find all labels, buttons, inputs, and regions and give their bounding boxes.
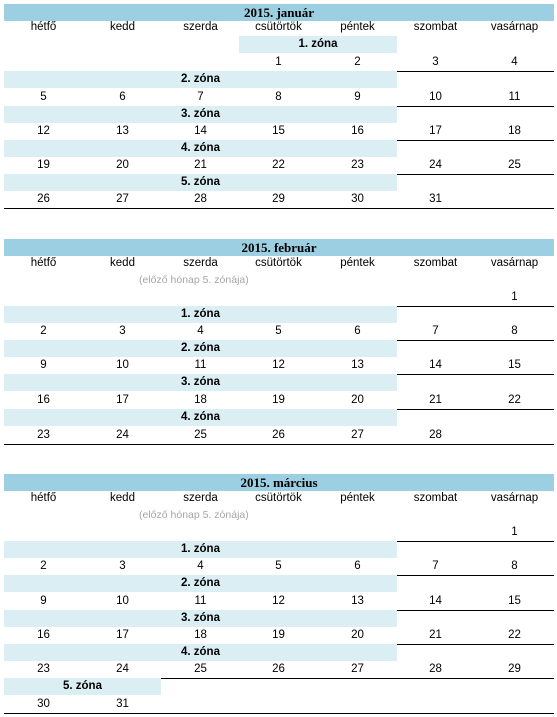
weekday-header: csütörtök [255,492,302,504]
day-cell: 24 [116,429,129,441]
zone-band: 1. zóna [239,36,397,53]
day-cell: 12 [272,359,285,371]
day-cell: 25 [194,429,207,441]
day-cell: 21 [429,394,442,406]
week-rule [397,306,554,307]
day-cell: 17 [116,629,129,641]
weekday-header: szombat [413,257,458,269]
day-cell: 29 [508,663,521,675]
day-cell: 21 [429,629,442,641]
day-cell: 17 [429,125,442,137]
day-cell: 26 [272,663,285,675]
day-cell: 24 [116,663,129,675]
day-cell: 2 [40,325,47,337]
weekday-header: vasárnap [490,21,539,33]
day-cell: 15 [272,125,285,137]
week-rule [161,678,554,679]
weekday-header: csütörtök [255,21,302,33]
zone-band: 5. zóna [4,174,397,191]
day-cell: 9 [40,595,47,607]
day-cell: 19 [37,159,50,171]
week-rule [397,374,554,375]
weekday-header: szerda [183,492,218,504]
day-cell: 1 [275,56,282,68]
day-cell: 10 [116,359,129,371]
weekday-header: szombat [413,21,458,33]
day-cell: 16 [351,125,364,137]
zone-band: 3. zóna [4,106,397,123]
zone-band: 3. zóna [4,374,397,391]
day-cell: 23 [37,429,50,441]
weekday-header: hétfő [30,257,57,269]
day-cell: 6 [119,91,126,103]
day-cell: 30 [351,193,364,205]
zone-band: 1. zóna [4,306,397,323]
day-cell: 15 [508,595,521,607]
day-cell: 5 [40,91,47,103]
day-cell: 6 [354,560,361,572]
day-cell: 14 [194,125,207,137]
day-cell: 10 [116,595,129,607]
day-cell: 18 [194,629,207,641]
previous-month-note: (előző hónap 5. zónája) [139,274,249,286]
day-cell: 11 [194,595,207,607]
day-cell: 31 [116,698,129,710]
week-rule [4,444,554,445]
day-cell: 2 [354,56,361,68]
day-cell: 11 [508,91,521,103]
day-cell: 22 [508,629,521,641]
weekday-header: szerda [183,257,218,269]
week-rule [397,541,554,542]
day-cell: 10 [429,91,442,103]
day-cell: 20 [351,394,364,406]
day-cell: 19 [272,629,285,641]
zone-band: 4. zóna [4,644,397,661]
day-cell: 20 [116,159,129,171]
week-rule [397,174,554,175]
weekday-header: péntek [340,257,375,269]
day-cell: 2 [40,560,47,572]
weekday-header: csütörtök [255,257,302,269]
day-cell: 16 [37,394,50,406]
week-rule [397,610,554,611]
week-rule [397,106,554,107]
week-rule [4,713,554,714]
day-cell: 8 [275,91,282,103]
day-cell: 18 [508,125,521,137]
day-cell: 23 [351,159,364,171]
day-cell: 11 [194,359,207,371]
zone-band: 1. zóna [4,541,397,558]
day-cell: 28 [429,663,442,675]
day-cell: 13 [116,125,129,137]
week-rule [397,340,554,341]
day-cell: 9 [354,91,361,103]
day-cell: 31 [429,193,442,205]
day-cell: 13 [351,595,364,607]
weekday-header: szerda [183,21,218,33]
day-cell: 6 [354,325,361,337]
week-rule [397,409,554,410]
weekday-header: kedd [110,257,135,269]
zone-band: 2. zóna [4,71,397,88]
day-cell: 15 [508,359,521,371]
day-cell: 22 [508,394,521,406]
day-cell: 12 [37,125,50,137]
month-title: 2015. március [4,474,554,491]
week-rule [397,644,554,645]
day-cell: 16 [37,629,50,641]
day-cell: 19 [272,394,285,406]
day-cell: 1 [511,291,518,303]
day-cell: 28 [429,429,442,441]
day-cell: 13 [351,359,364,371]
weekday-header: hétfő [30,21,57,33]
day-cell: 5 [275,560,282,572]
day-cell: 8 [511,560,518,572]
week-rule [4,208,554,209]
day-cell: 22 [272,159,285,171]
day-cell: 27 [116,193,129,205]
day-cell: 4 [197,325,204,337]
zone-band: 5. zóna [4,678,161,695]
weekday-header: szombat [413,492,458,504]
day-cell: 30 [37,698,50,710]
zone-band: 3. zóna [4,610,397,627]
day-cell: 29 [272,193,285,205]
month-title: 2015. január [4,4,554,21]
zone-band: 4. zóna [4,409,397,426]
day-cell: 27 [351,663,364,675]
day-cell: 5 [275,325,282,337]
day-cell: 4 [511,56,518,68]
zone-band: 4. zóna [4,140,397,157]
day-cell: 9 [40,359,47,371]
day-cell: 7 [432,560,439,572]
day-cell: 7 [432,325,439,337]
day-cell: 24 [429,159,442,171]
day-cell: 3 [119,560,126,572]
day-cell: 14 [429,359,442,371]
day-cell: 18 [194,394,207,406]
day-cell: 1 [511,526,518,538]
day-cell: 7 [197,91,204,103]
day-cell: 3 [119,325,126,337]
weekday-header: kedd [110,492,135,504]
day-cell: 26 [272,429,285,441]
weekday-header: vasárnap [490,257,539,269]
previous-month-note: (előző hónap 5. zónája) [139,509,249,521]
day-cell: 25 [508,159,521,171]
week-rule [397,140,554,141]
day-cell: 4 [197,560,204,572]
day-cell: 23 [37,663,50,675]
zone-band: 2. zóna [4,575,397,592]
week-rule [397,575,554,576]
month-title: 2015. február [4,239,554,256]
day-cell: 17 [116,394,129,406]
weekday-header: vasárnap [490,492,539,504]
day-cell: 26 [37,193,50,205]
day-cell: 25 [194,663,207,675]
week-rule [397,71,554,72]
day-cell: 12 [272,595,285,607]
day-cell: 20 [351,629,364,641]
zone-band: 2. zóna [4,340,397,357]
day-cell: 28 [194,193,207,205]
weekday-header: kedd [110,21,135,33]
weekday-header: péntek [340,21,375,33]
day-cell: 27 [351,429,364,441]
weekday-header: péntek [340,492,375,504]
weekday-header: hétfő [30,492,57,504]
day-cell: 8 [511,325,518,337]
day-cell: 21 [194,159,207,171]
day-cell: 14 [429,595,442,607]
day-cell: 3 [432,56,439,68]
